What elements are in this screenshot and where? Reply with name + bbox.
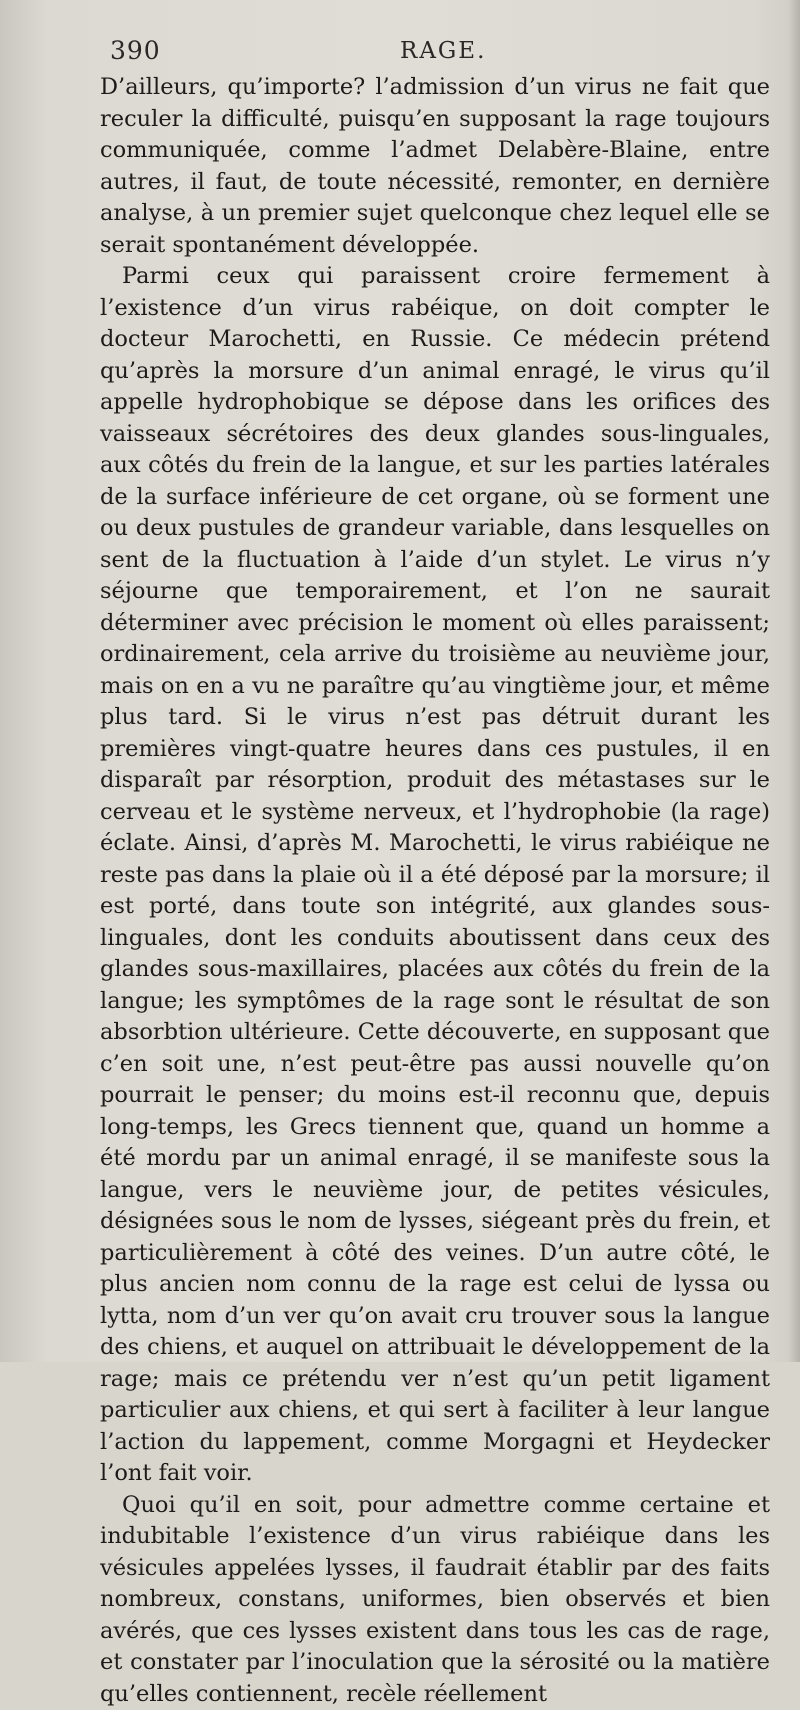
page-number: 390 (110, 36, 161, 65)
page-header (110, 36, 770, 70)
body-text (100, 72, 770, 1710)
paragraph-3: Quoi qu’il en soit, pour admettre comme certaine et indubitable l’existence d’un virus rabiéique dans les vésicules appelées lysses, il faudrait établir par des faits nombreux, constans, uniformes, bien observés et bien avérés, que ces lysses existent dans tous les cas de rage, et constater par l’inoculation que la sérosité ou la matière qu’elles contiennent, recèle réellement (100, 1490, 770, 1710)
paragraph-1: D’ailleurs, qu’importe? l’admission d’un virus ne fait que reculer la difficulté, puisqu’en supposant la rage toujours communiquée, comme l’admet Delabère-Blaine, entre autres, il faut, de toute nécessité, remonter, en dernière analyse, à un premier sujet quelconque chez lequel elle se serait spontanément développée. (100, 72, 770, 261)
paragraph-2: Parmi ceux qui paraissent croire fermement à l’existence d’un virus rabéique, on doit compter le docteur Marochetti, en Russie. Ce médecin prétend qu’après la morsure d’un animal enragé, le virus qu’il appelle hydrophobique se dépose dans les orifices des vaisseaux sécrétoires des deux glandes sous-linguales, aux côtés du frein de la langue, et sur les parties latérales de la surface inférieure de cet organe, où se forment une ou deux pustules de grandeur variable, dans lesquelles on sent de la fluctuation à l’aide d’un stylet. Le virus n’y séjourne que temporairement, et l’on ne saurait déterminer avec précision le moment où elles paraissent; ordinairement, cela arrive du troisième au neuvième jour, mais on en a vu ne paraître qu’au vingtième jour, et même plus tard. Si le virus n’est pas détruit durant les premières vingt-quatre heures dans ces pustules, il en disparaît par résorption, produit des métastases sur le cerveau et le système nerveux, et l’hydrophobie (la rage) éclate. Ainsi, d’après M. Marochetti, le virus rabiéique ne reste pas dans la plaie où il a été déposé par la morsure; il est porté, dans toute son intégrité, aux glandes sous-linguales, dont les conduits aboutissent dans ceux des glandes sous-maxillaires, placées aux côtés du frein de la langue; les symptômes de la rage sont le résultat de son absorbtion ultérieure. Cette découverte, en supposant que c’en soit une, n’est peut-être pas aussi nouvelle qu’on pourrait le penser; du moins est-il reconnu que, depuis long-temps, les Grecs tiennent que, quand un homme a été mordu par un animal enragé, il se manifeste sous la langue, vers le neuvième jour, de petites vésicules, désignées sous le nom de lysses, siégeant près du frein, et particulièrement à côté des veines. D’un autre côté, le plus ancien nom connu de la rage est celui de lyssa ou lytta, nom d’un ver qu’on avait cru trouver sous la langue des chiens, et auquel on attribuait le développement de la rage; mais ce prétendu ver n’est qu’un petit ligament particulier aux chiens, et qui sert à faciliter à leur langue l’action du lappement, comme Morgagni et Heydecker l’ont fait voir. (100, 261, 770, 1490)
running-title: RAGE. (400, 38, 486, 64)
